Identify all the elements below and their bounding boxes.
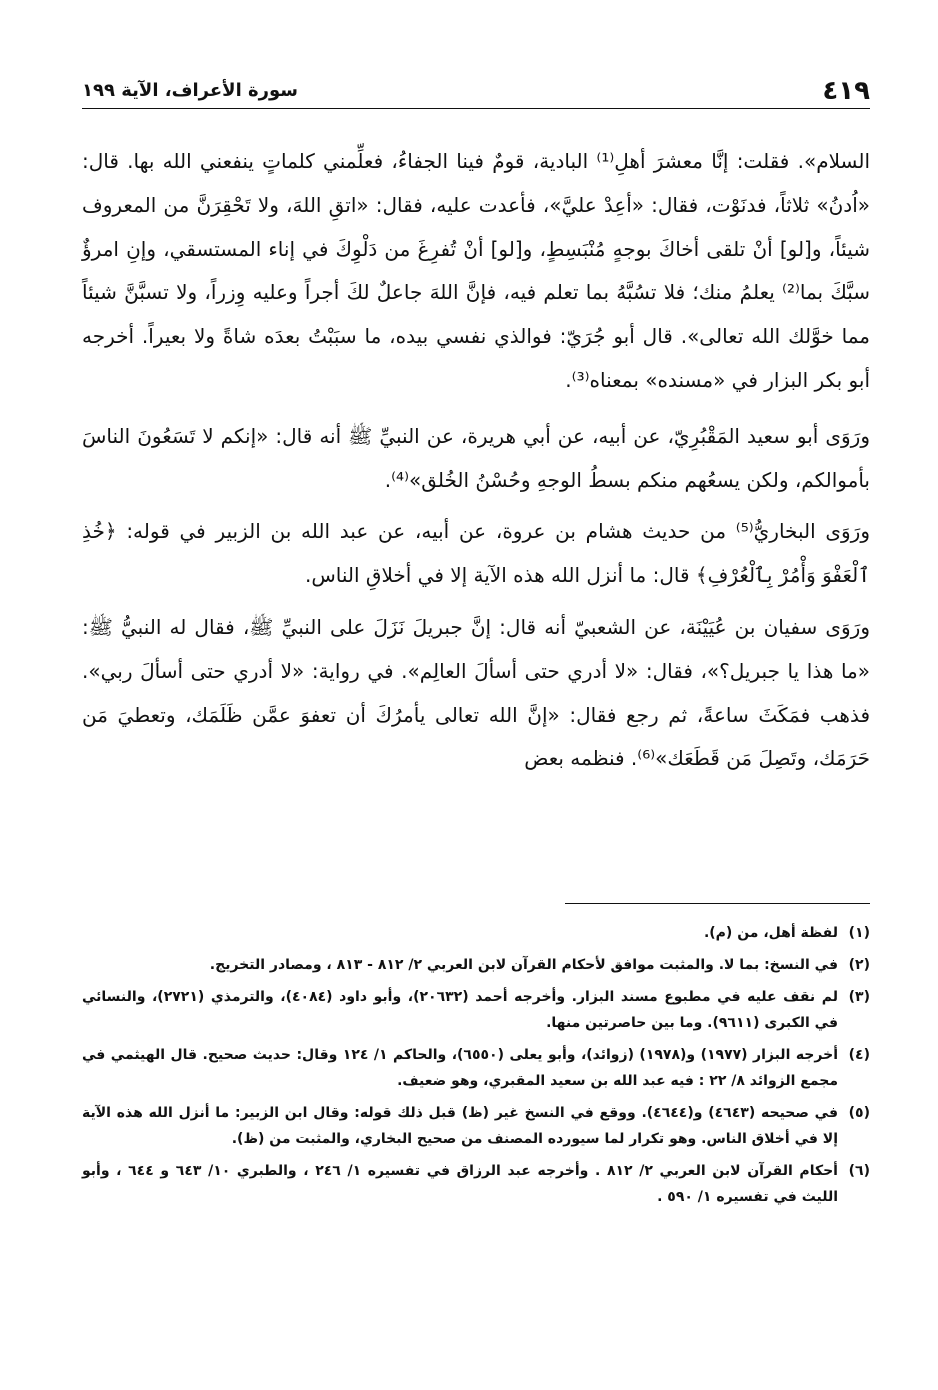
footnote — [82, 1042, 870, 1094]
footnote-text: أخرجه البزار (١٩٧٧) و(١٩٧٨) (زوائد)، وأبو يعلى (٦٥٥٠)، والحاكم ١/ ١٢٤ وقال: حديث صحيح. قال الهيثمي في مجمع الزوائد ٨/ ٢٢ : فيه عبد الله بن سعيد المقبري، وهو ضعيف. — [82, 1047, 838, 1089]
footnote-text: لم نقف عليه في مطبوع مسند البزار. وأخرجه أحمد (٢٠٦٣٢)، وأبو داود (٤٠٨٤)، والترمذي (٢٧٢١)، والنسائي في الكبرى (٩٦١١). وما بين حاصرتين منها. — [82, 989, 838, 1031]
footnote-number: (٥) — [848, 1105, 870, 1121]
footnote — [82, 920, 870, 946]
footnote-text: في النسخ: بما لا. والمثبت موافق لأحكام القرآن لابن العربي ٢/ ٨١٢ - ٨١٣ ، ومصادر التخريج. — [209, 957, 838, 973]
paragraph: ورَوَى سفيان بن عُيَيْنَة، عن الشعبيّ أنه قال: إنَّ جبريلَ نَزَلَ على النبيِّ ﷺ، فقال له النبيُّ ﷺ: «ما هذا يا جبريل؟»، فقال: «لا أدري حتى أسألَ العالِم». في رواية: «لا أدري حتى أسألَ ربي». فذهب فمَكَثَ ساعةً، ثم رجع فقال: «إنَّ الله تعالى يأمرُكَ أن تعفوَ عمَّن ظَلَمَك، وتعطيَ مَن حَرَمَك، وتَصِلَ مَن قَطَعَك»⁽⁶⁾. فنظمه بعض — [82, 614, 870, 771]
footnote-text: أحكام القرآن لابن العربي ٢/ ٨١٢ . وأخرجه عبد الرزاق في تفسيره ١/ ٢٤٦ ، والطبري ١٠/ ٦٤٣ و ٦٤٤ ، وأبو الليث في تفسيره ١/ ٥٩٠ . — [82, 1163, 838, 1205]
footnote-number: (٣) — [848, 989, 870, 1005]
footnote-text: لفظة أهل، من (م). — [703, 925, 838, 941]
running-title: سورة الأعراف، الآية ١٩٩ — [82, 80, 298, 101]
footnote-number: (٤) — [848, 1047, 870, 1063]
paragraph: السلام». فقلت: إنَّا معشرَ أهلِ⁽¹⁾ البادية، قومٌ فينا الجفاءُ، فعلِّمني كلماتٍ ينفعني الله بها. قال: «اُدنُ» ثلاثاً، فدنَوْت، فقال: «أعِدْ عليَّ»، فأعدت عليه، فقال: «اتقِ اللهَ، ولا تَحْقِرَنَّ من المعروف شيئاً، و[لو] أنْ تلقى أخاكَ بوجهٍ مُنْبَسِطٍ، و[لو] أنْ تُفرِغَ من دَلْوِكَ في إناء المستسقي، وإنِ امرؤٌ سبَّكَ بما⁽²⁾ يعلمُ منك؛ فلا تسُبَّهُ بما تعلم فيه، فإنَّ اللهَ جاعلٌ لكَ أجراً وعليه وِزراً، ولا تسبَّنَّ شيئاً مما خوَّلك الله تعالى». قال أبو جُرَيّ: فوالذي نفسي بيده، ما سبَبْتُ بعدَه شاةً ولا بعيراً. أخرجه أبو بكر البزار في «مسنده» بمعناه⁽³⁾. — [82, 149, 871, 392]
footnote-separator — [565, 903, 870, 904]
footnote-number: (١) — [848, 925, 870, 941]
footnotes — [82, 920, 870, 1216]
footnote-number: (٦) — [848, 1163, 870, 1179]
footnote — [82, 1158, 870, 1210]
footnote — [82, 1100, 870, 1152]
footnote-text: في صحيحه (٤٦٤٣) و(٤٦٤٤). ووقع في النسخ غير (ظ) قبل ذلك قوله: وقال ابن الزبير: ما أنزل الله هذه الآية إلا في أخلاق الناس. وهو تكرار لما سيورده المصنف من صحيح البخاري، والمثبت من (ظ). — [82, 1105, 839, 1147]
main-text — [82, 140, 870, 781]
page-header — [82, 68, 870, 109]
paragraph: ورَوَى أبو سعيد المَقْبُرِيّ، عن أبيه، عن أبي هريرة، عن النبيِّ ﷺ أنه قال: «إنكم لا تَسَعُونَ الناسَ بأموالكم، ولكن يسعُهم منكم بسطُ الوجهِ وحُسْنُ الخُلق»⁽⁴⁾. — [82, 423, 870, 492]
paragraph: ورَوَى البخاريُّ⁽⁵⁾ من حديث هشام بن عروة، عن أبيه، عن عبد الله بن الزبير في قوله: ﴿خُذِ ٱلْعَفْوَ وَأْمُرْ بِٱلْعُرْفِ﴾ قال: ما أنزل الله هذه الآية إلا في أخلاقِ الناس. — [82, 519, 870, 588]
footnote — [82, 952, 870, 978]
footnote-number: (٢) — [848, 957, 870, 973]
page-number: ٤١٩ — [822, 76, 870, 106]
footnote — [82, 984, 870, 1036]
